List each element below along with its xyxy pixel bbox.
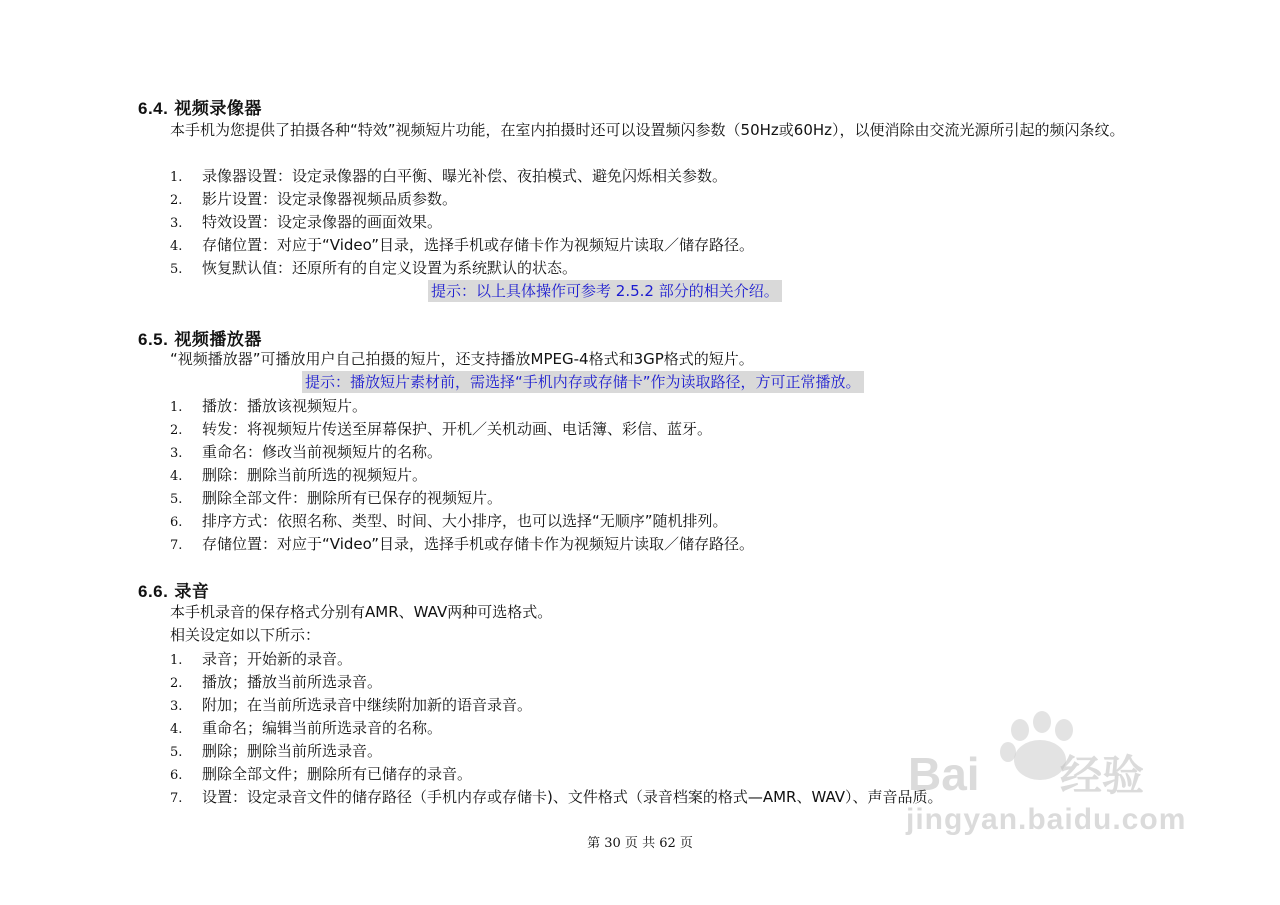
list-item	[170, 671, 1130, 695]
list-number: 2.	[170, 676, 183, 691]
list-number: 4.	[170, 239, 183, 254]
list-number: 2.	[170, 423, 183, 438]
list-item	[170, 464, 1130, 488]
list-text: 存储位置：对应于“Video”目录，选择手机或存储卡作为视频短片读取／储存路径。	[202, 535, 755, 553]
list-number: 1.	[170, 400, 183, 415]
list-item	[170, 211, 1130, 235]
section-title-6-6	[138, 577, 209, 602]
list-item	[170, 395, 1130, 419]
svg-text:Bai: Bai	[908, 748, 980, 800]
section-heading: 录音	[174, 582, 210, 602]
list-item	[170, 533, 1130, 557]
list-number: 3.	[170, 216, 183, 231]
list-item	[170, 418, 1130, 442]
list-text: 播放：播放该视频短片。	[202, 397, 368, 415]
list-number: 4.	[170, 722, 183, 737]
section-intro-2: 相关设定如以下所示：	[170, 626, 321, 644]
list-item	[170, 165, 1130, 189]
list-item	[170, 510, 1130, 534]
list-item	[170, 188, 1130, 212]
list-item	[170, 234, 1130, 258]
list-text: 设置：设定录音文件的储存路径（手机内存或存储卡)、文件格式（录音档案的格式—AMR、WAV）、声音品质。	[202, 788, 943, 806]
list-number: 6.	[170, 515, 183, 530]
list-text: 删除；删除当前所选录音。	[202, 742, 383, 760]
section-intro: 本手机为您提供了拍摄各种“特效”视频短片功能，在室内拍摄时还可以设置频闪参数（50Hz或60Hz），以便消除由交流光源所引起的频闪条纹。	[170, 121, 1125, 139]
list-text: 附加；在当前所选录音中继续附加新的语音录音。	[202, 696, 533, 714]
list-text: 排序方式：依照名称、类型、时间、大小排序，也可以选择“无顺序”随机排列。	[202, 512, 728, 530]
list-text: 存储位置：对应于“Video”目录，选择手机或存储卡作为视频短片读取／储存路径。	[202, 236, 755, 254]
list-number: 6.	[170, 768, 183, 783]
list-text: 恢复默认值：还原所有的自定义设置为系统默认的状态。	[202, 259, 578, 277]
list-text: 影片设置：设定录像器视频品质参数。	[202, 190, 458, 208]
list-number: 7.	[170, 538, 183, 553]
list-number: 4.	[170, 469, 183, 484]
list-number: 3.	[170, 446, 183, 461]
watermark-url: jingyan.baidu.com	[906, 803, 1187, 836]
list-text: 重命名：修改当前视频短片的名称。	[202, 443, 443, 461]
section-intro: 本手机录音的保存格式分别有AMR、WAV两种可选格式。	[170, 603, 553, 621]
section-heading: 视频录像器	[174, 99, 262, 119]
list-text: 播放；播放当前所选录音。	[202, 673, 383, 691]
list-number: 5.	[170, 492, 183, 507]
list-text: 删除全部文件；删除所有已储存的录音。	[202, 765, 473, 783]
list-text: 删除：删除当前所选的视频短片。	[202, 466, 428, 484]
tip-box: 提示：播放短片素材前，需选择“手机内存或存储卡”作为读取路径，方可正常播放。	[302, 371, 864, 393]
svg-text:经验: 经验	[1060, 752, 1145, 799]
list-text: 录像器设置：设定录像器的白平衡、曝光补偿、夜拍模式、避免闪烁相关参数。	[202, 167, 728, 185]
list-number: 1.	[170, 653, 183, 668]
section-title-6-4	[138, 94, 262, 119]
list-text: 删除全部文件：删除所有已保存的视频短片。	[202, 489, 503, 507]
section-number: 6.4.	[138, 99, 169, 118]
list-number: 5.	[170, 745, 183, 760]
list-item	[170, 487, 1130, 511]
list-item	[170, 648, 1130, 672]
list-number: 5.	[170, 262, 183, 277]
list-item	[170, 257, 1130, 281]
list-text: 录音；开始新的录音。	[202, 650, 353, 668]
list-text: 特效设置：设定录像器的画面效果。	[202, 213, 443, 231]
page-footer: 第 30 页 共 62 页	[587, 836, 693, 851]
list-text: 重命名；编辑当前所选录音的名称。	[202, 719, 443, 737]
section-number: 6.6.	[138, 582, 169, 601]
list-number: 7.	[170, 791, 183, 806]
section-heading: 视频播放器	[174, 330, 262, 350]
list-item	[170, 441, 1130, 465]
section-intro: “视频播放器”可播放用户自己拍摄的短片，还支持播放MPEG-4格式和3GP格式的短片。	[170, 350, 754, 368]
list-text: 转发：将视频短片传送至屏幕保护、开机／关机动画、电话簿、彩信、蓝牙。	[202, 420, 713, 438]
section-number: 6.5.	[138, 330, 169, 349]
list-number: 3.	[170, 699, 183, 714]
tip-box: 提示：以上具体操作可参考 2.5.2 部分的相关介绍。	[428, 280, 782, 302]
list-number: 1.	[170, 170, 183, 185]
list-number: 2.	[170, 193, 183, 208]
